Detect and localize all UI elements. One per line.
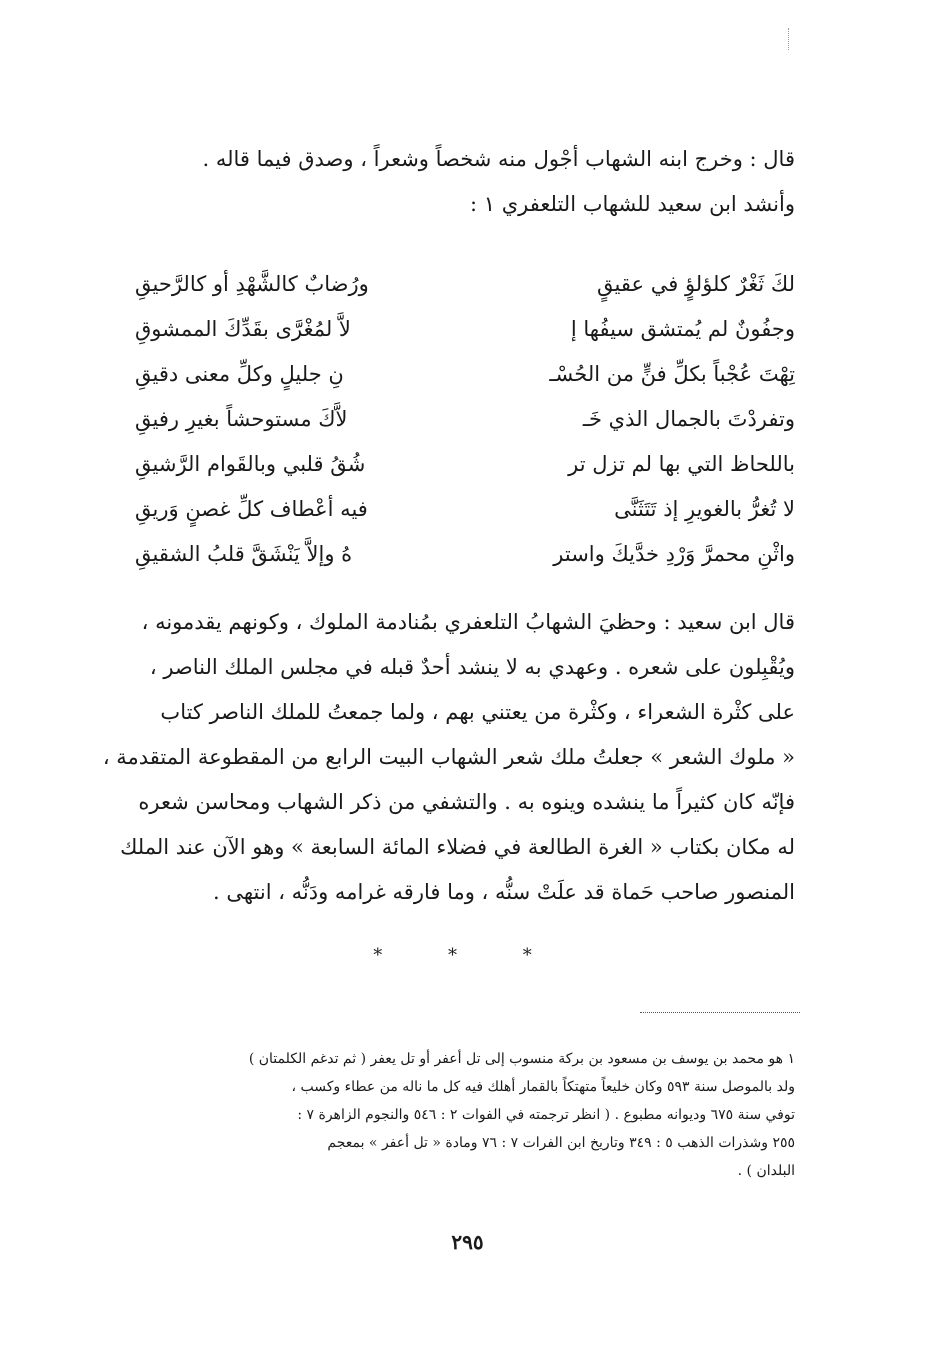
body-line: قال ابن سعيد : وحظيَ الشهابُ التلعفري بمُنادمة الملوك ، وكونهم يقدمونه ، (141, 610, 795, 634)
poem-verse (135, 532, 795, 577)
body-line: « ملوك الشعر » جعلتُ ملك شعر الشهاب البيت الرابع من المقطوعة المتقدمة ، (102, 745, 795, 769)
scan-mark (788, 28, 791, 50)
footnote-line: ولد بالموصل سنة ٥٩٣ وكان خليعاً متهتكاً بالقمار أهلك فيه كل ما ناله من عطاء وكسب ، (291, 1079, 795, 1095)
footnote-line: ٢٥٥ وشذرات الذهب ٥ : ٣٤٩ وتاريخ ابن الفرات ٧ : ٧٦ ومادة « تل أعفر » بمعجم (327, 1135, 795, 1151)
verse-first-hemistich: تِهْتَ عُجْباً بكلِّ فنٍّ من الحُسْـ (549, 362, 795, 386)
body-line: ويُقْبِلون على شعره . وعهدي به لا ينشد أحدٌ قبله في مجلس الملك الناصر ، (149, 655, 795, 679)
verse-second-hemistich: نِ جليلٍ وكلِّ معنى دقيقِ (135, 362, 344, 386)
verse-first-hemistich: واثْنِ محمرَّ وَرْدِ خدَّيكَ واستر (553, 542, 795, 566)
verse-second-hemistich: لاَّ لمُغْرَّى بقَدِّكَ الممشوقِ (135, 317, 351, 341)
poem (135, 262, 795, 577)
intro-line: وأنشد ابن سعيد للشهاب التلعفري ١ : (470, 192, 795, 216)
verse-second-hemistich: هُ وإلاَّ يَنْشَقَّ قلبُ الشقيقِ (135, 542, 353, 566)
verse-first-hemistich: لكَ ثَغْرٌ كلؤلؤٍ في عقيقٍ (597, 272, 795, 296)
footnote-line: ١ هو محمد بن يوسف بن مسعود بن بركة منسوب إلى تل أعفر أو تل يعفر ( ثم تدغم الكلمتان ) (248, 1051, 795, 1067)
poem-verse (135, 397, 795, 442)
footnote-line: توفي سنة ٦٧٥ وديوانه مطبوع . ( انظر ترجمته في الفوات ٢ : ٥٤٦ والنجوم الزاهرة ٧ : (297, 1107, 795, 1123)
verse-second-hemistich: شُقُ قلبي وبالقَوام الرَّشيقِ (135, 452, 366, 476)
body-line: المنصور صاحب حَماة قد علَتْ سنُّه ، وما فارقه غرامه ودَنُّه ، انتهى . (212, 880, 795, 904)
verse-first-hemistich: لا تُغرُّ بالغويرِ إذ تَتَثَنَّى (614, 497, 795, 521)
page-number: ٢٩٥ (451, 1230, 484, 1254)
verse-first-hemistich: باللحاظ التي بها لم تزل تر (568, 452, 795, 476)
verse-second-hemistich: ورُضابٌ كالشَّهْدِ أو كالرَّحيقِ (135, 272, 369, 296)
footnote-divider (640, 1012, 800, 1013)
poem-verse (135, 307, 795, 352)
verse-first-hemistich: وجفُونٌ لم يُمتشق سيفُها إ (570, 317, 795, 341)
section-separator: * * * (373, 945, 562, 966)
poem-verse (135, 487, 795, 532)
body-paragraph (102, 600, 795, 915)
footnote-line: البلدان ) . (737, 1163, 795, 1179)
verse-second-hemistich: فيه أعْطاف كلِّ غصنٍ وَريقِ (135, 497, 368, 521)
intro-paragraph (135, 137, 795, 227)
body-line: له مكان بكتاب « الغرة الطالعة في فضلاء المائة السابعة » وهو الآن عند الملك (120, 835, 795, 859)
poem-verse (135, 442, 795, 487)
intro-line: قال : وخرج ابنه الشهاب أجْول منه شخصاً وشعراً ، وصدق فيما قاله . (202, 147, 795, 171)
body-line: على كثْرة الشعراء ، وكثْرة من يعتني بهم ، ولما جمعتُ للملك الناصر كتاب (160, 700, 795, 724)
footnotes (125, 1045, 795, 1185)
verse-first-hemistich: وتفردْتَ بالجمال الذي خَـ (582, 407, 795, 431)
poem-verse (135, 262, 795, 307)
poem-verse (135, 352, 795, 397)
verse-second-hemistich: لاَّكَ مستوحشاً بغيرِ رفيقِ (135, 407, 348, 431)
body-line: فإنّه كان كثيراً ما ينشده وينوه به . والتشفي من ذكر الشهاب ومحاسن شعره (138, 790, 795, 814)
